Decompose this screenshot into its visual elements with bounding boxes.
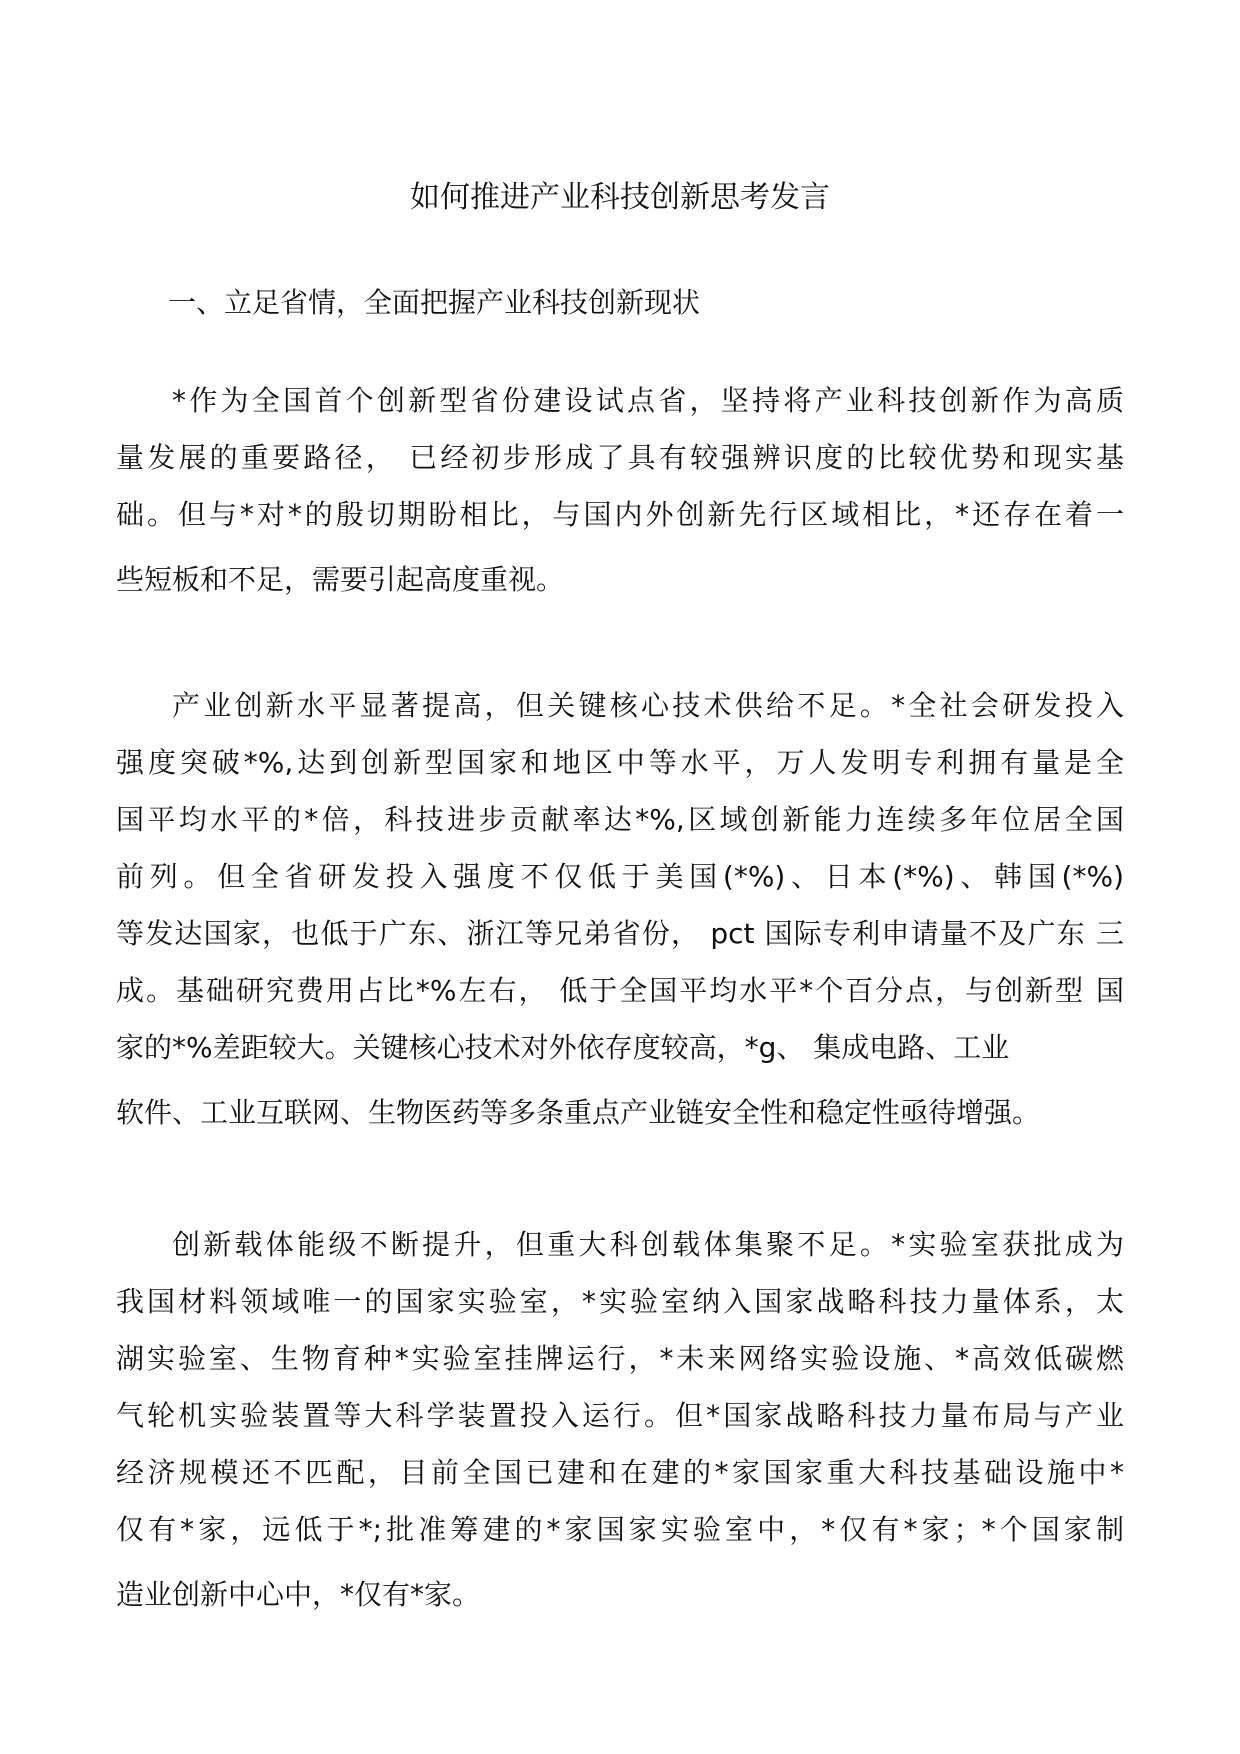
paragraph-line: 等发达国家，也低于广东、浙江等兄弟省份， pct 国际专利申请量不及广东 三 (116, 917, 1124, 950)
paragraph-line: 经济规模还不匹配，目前全国已建和在建的*家国家重大科技基础设施中* (116, 1456, 1124, 1489)
paragraph-line: 我国材料领域唯一的国家实验室，*实验室纳入国家战略科技力量体系，太 (116, 1285, 1124, 1318)
paragraph-line: *作为全国首个创新型省份建设试点省，坚持将产业科技创新作为高质 (172, 384, 1124, 417)
paragraph-line: 产业创新水平显著提高，但关键核心技术供给不足。*全社会研发投入 (172, 689, 1124, 722)
paragraph-line: 前列。但全省研发投入强度不仅低于美国(*%)、日本(*%)、韩国(*%) (116, 860, 1124, 893)
paragraph-line: 气轮机实验装置等大科学装置投入运行。但*国家战略科技力量布局与产业 (116, 1399, 1124, 1432)
paragraph-line: 造业创新中心中，*仅有*家。 (116, 1578, 481, 1611)
paragraph-line: 成。基础研究费用占比*%左右， 低于全国平均水平*个百分点，与创新型 国 (116, 974, 1124, 1007)
paragraph-line: 些短板和不足，需要引起高度重视。 (116, 563, 565, 596)
paragraph-line: 软件、工业互联网、生物医药等多条重点产业链安全性和稳定性亟待增强。 (116, 1096, 1041, 1129)
section-heading: 一、立足省情，全面把握产业科技创新现状 (168, 286, 701, 319)
paragraph-innovation-platforms (116, 1216, 1124, 1623)
page-title: 如何推进产业科技创新思考发言 (410, 180, 830, 215)
paragraph-line: 国平均水平的*倍，科技进步贡献率达*%,区域创新能力连续多年位居全国 (116, 803, 1124, 836)
paragraph-line: 湖实验室、生物育种*实验室挂牌运行，*未来网络实验设施、*高效低碳燃 (116, 1342, 1124, 1375)
paragraph-line: 强度突破*%,达到创新型国家和地区中等水平，万人发明专利拥有量是全 (116, 746, 1124, 779)
paragraph-province-overview (116, 372, 1124, 608)
paragraph-line: 仅有*家，远低于*;批准筹建的*家国家实验室中，*仅有*家；*个国家制 (116, 1513, 1124, 1546)
paragraph-line: 础。但与*对*的殷切期盼相比，与国内外创新先行区域相比，*还存在着一 (116, 498, 1124, 531)
paragraph-line: 量发展的重要路径， 已经初步形成了具有较强辨识度的比较优势和现实基 (116, 441, 1124, 474)
paragraph-innovation-level (116, 677, 1124, 1141)
paragraph-line: 创新载体能级不断提升，但重大科创载体集聚不足。*实验室获批成为 (172, 1228, 1124, 1261)
paragraph-line: 家的*%差距较大。关键核心技术对外依存度较高，*g、 集成电路、工业 (116, 1031, 1010, 1064)
